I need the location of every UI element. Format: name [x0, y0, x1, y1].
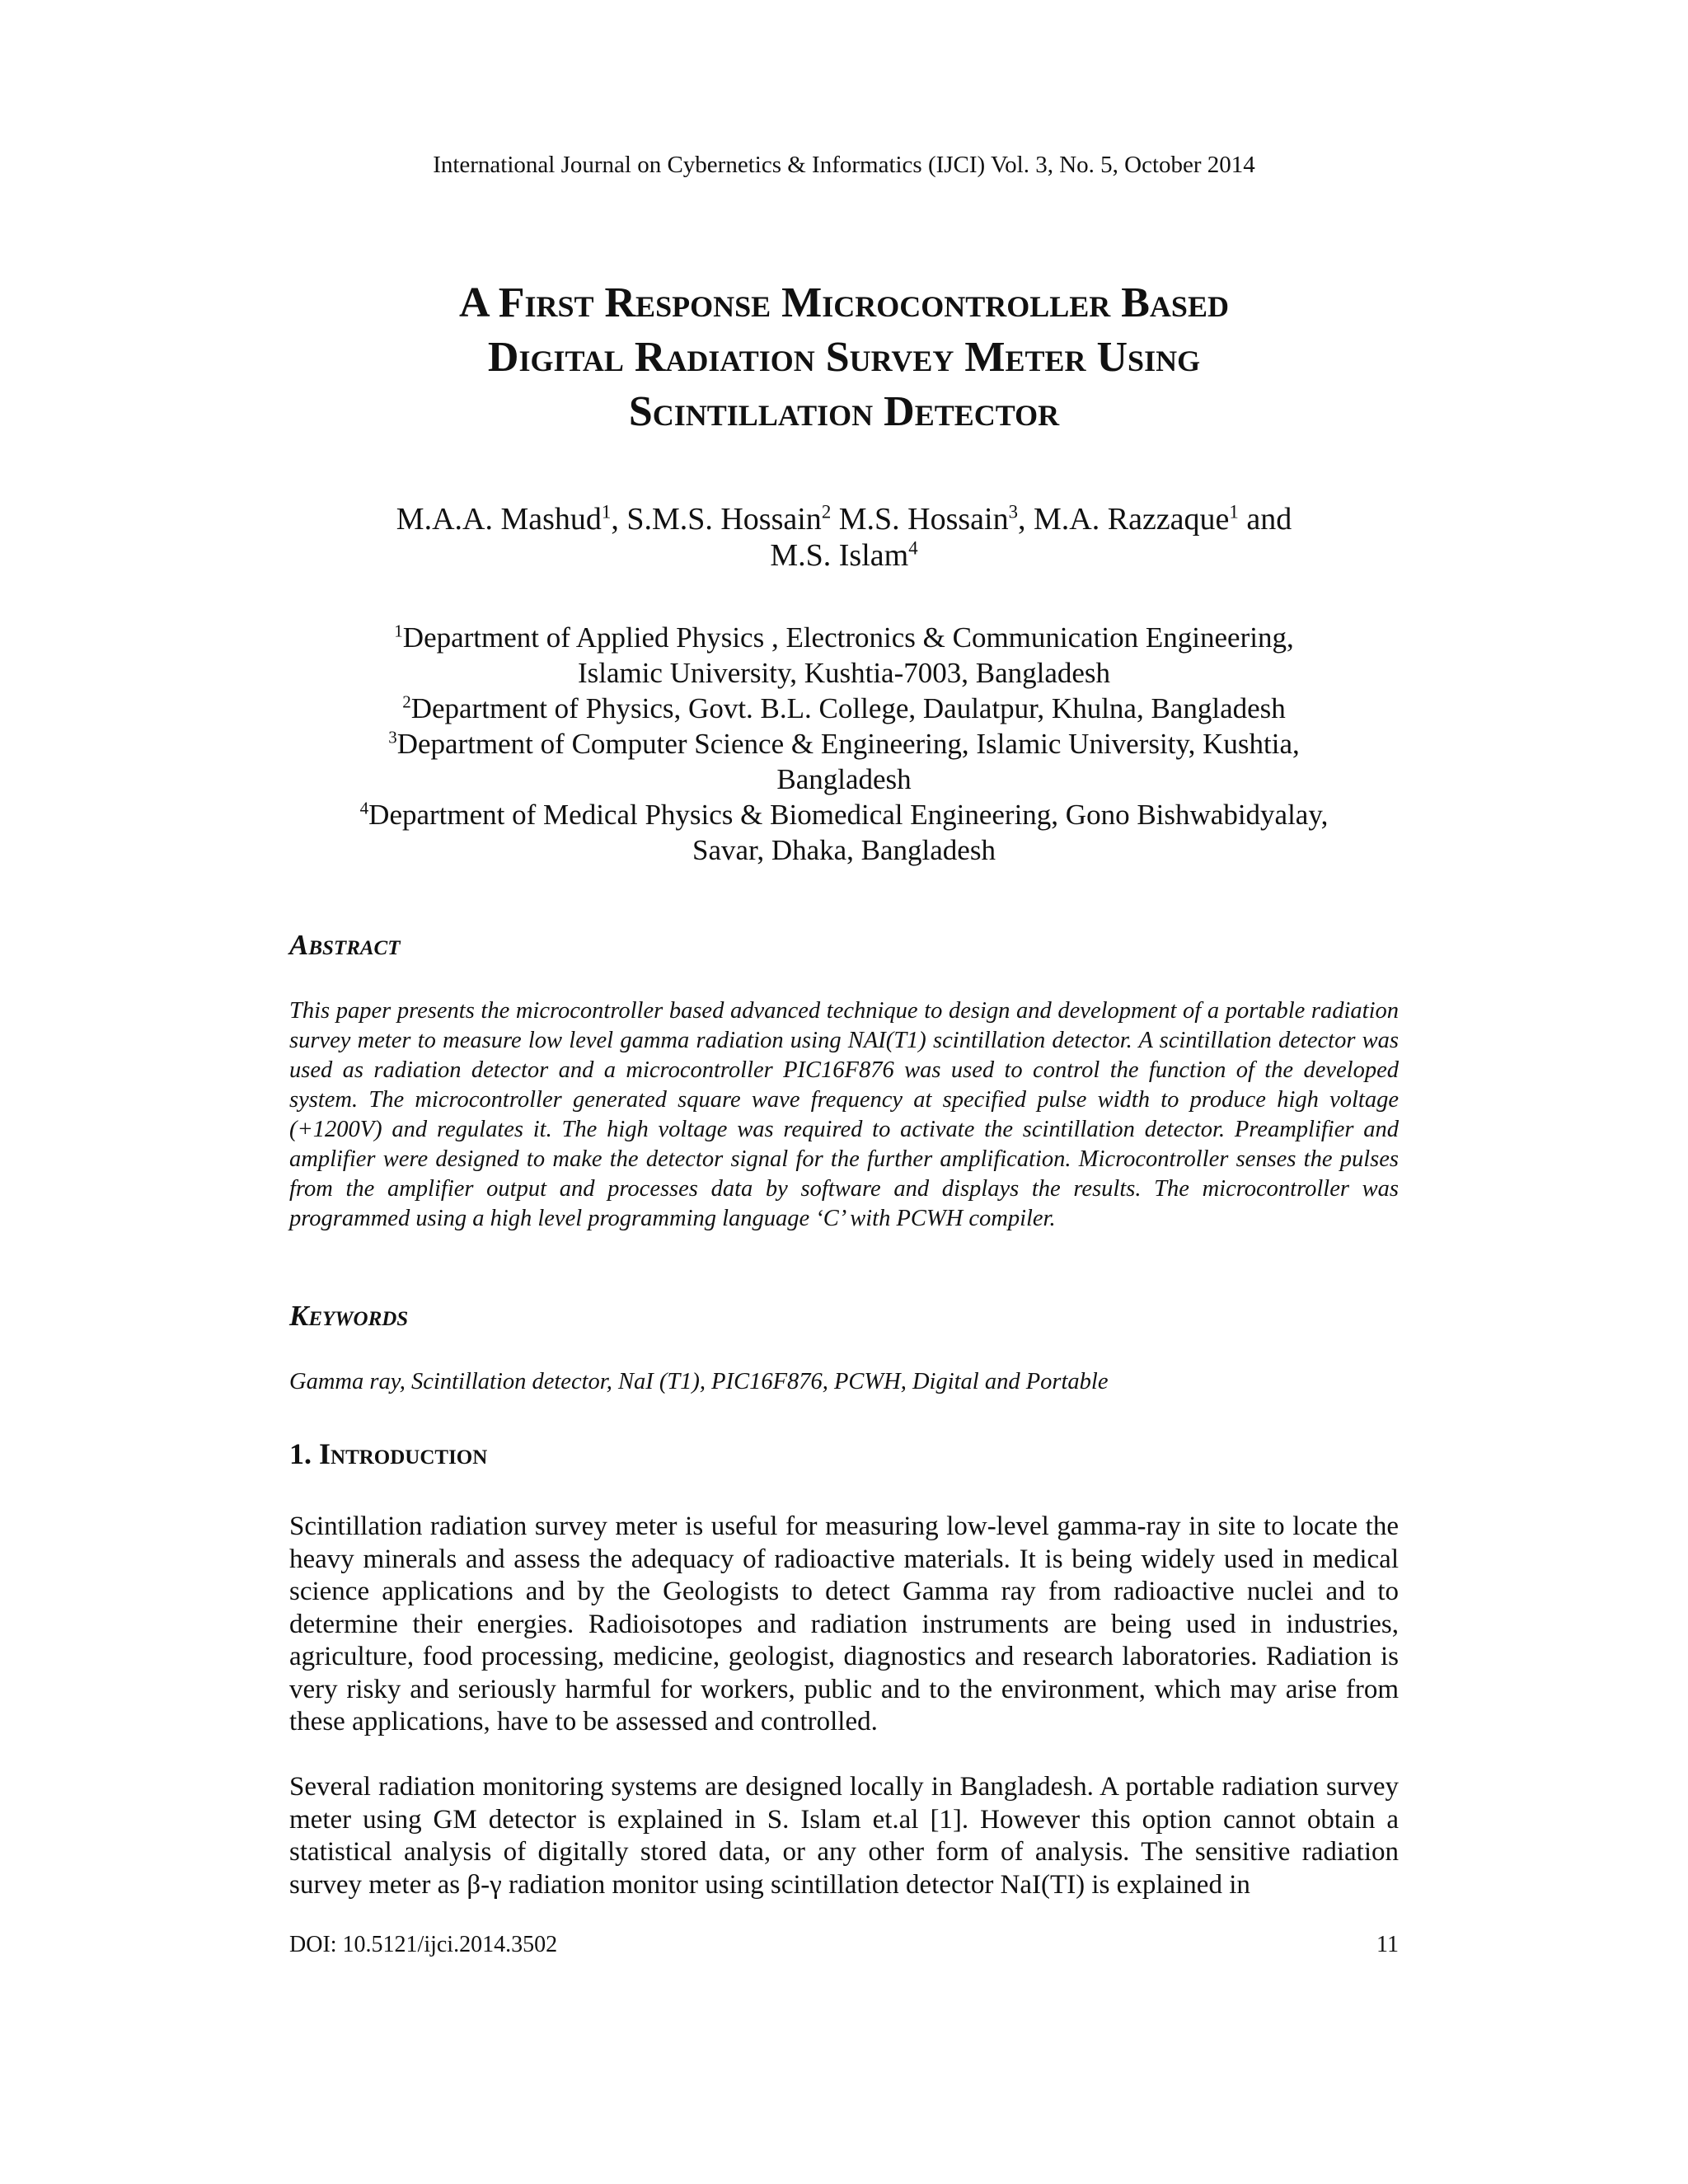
- affiliation-mark: 4: [359, 798, 369, 818]
- affiliation-line: [0, 726, 1688, 762]
- running-header: International Journal on Cybernetics & Informatics (IJCI) Vol. 3, No. 5, October 2014: [433, 152, 1255, 178]
- author-list: [0, 501, 1688, 574]
- author-separator: ,: [611, 502, 627, 537]
- author-name: M.S. Islam: [770, 538, 909, 573]
- author-line: [0, 537, 1688, 574]
- affiliation-mark: 3: [388, 727, 397, 748]
- author-affiliation-mark: 1: [1229, 501, 1239, 523]
- author-affiliation-mark: 2: [821, 501, 832, 523]
- affiliation-text: Department of Applied Physics , Electronics & Communication Engineering,: [402, 621, 1294, 654]
- title-line: Scintillation Detector: [628, 388, 1060, 435]
- title-line: Digital Radiation Survey Meter Using: [487, 334, 1201, 381]
- affiliation-line: [0, 620, 1688, 655]
- abstract-text: This paper presents the microcontroller based advanced technique to design and development of a portable radiation survey meter to measure low level gamma radiation using NAI(T1) scintillation detector. A scintillation detector was used as radiation detector and a microcontroller PIC16F876 was used to control the function of the developed system. The microcontroller generated square wave frequency at specified pulse width to produce high voltage (+1200V) and regulates it. The high voltage was required to activate the scintillation detector. Preamplifier and amplifier were designed to make the detector signal for the further amplification. Microcontroller senses the pulses from the amplifier output and processes data by software and displays the results. The microcontroller was programmed using a high level programming language ‘C’ with PCWH compiler.: [289, 998, 1399, 1231]
- paper-title: [0, 276, 1688, 439]
- author-name: S.M.S. Hossain: [626, 502, 822, 537]
- affiliation-line: [0, 691, 1688, 726]
- affiliation-text: Department of Medical Physics & Biomedical Engineering, Gono Bishwabidyalay,: [368, 799, 1329, 831]
- affiliation-mark: 1: [394, 621, 403, 641]
- author-affiliation-mark: 4: [908, 537, 918, 559]
- affiliation-line: Savar, Dhaka, Bangladesh: [692, 834, 996, 866]
- keywords-text: Gamma ray, Scintillation detector, NaI (T1), PIC16F876, PCWH, Digital and Portable: [289, 1369, 1109, 1394]
- author-name: M.S. Hossain: [831, 502, 1009, 537]
- author-separator: ,: [1018, 502, 1034, 537]
- affiliation-line: Islamic University, Kushtia-7003, Bangladesh: [577, 657, 1111, 689]
- affiliation-mark: 2: [402, 691, 411, 712]
- author-name: M.A. Razzaque: [1034, 502, 1230, 537]
- introduction-paragraph: Scintillation radiation survey meter is useful for measuring low-level gamma-ray in site to locate the heavy minerals and assess the adequacy of radioactive materials. It is being widely used in medical science applications and by the Geologists to detect Gamma ray from radioactive nuclei and to determine their energies. Radioisotopes and radiation instruments are being used in industries, agriculture, food processing, medicine, geologist, diagnostics and research laboratories. Radiation is very risky and seriously harmful for workers, public and to the environment, which may arise from these applications, have to be assessed and controlled.: [289, 1511, 1399, 1736]
- author-affiliation-mark: 3: [1008, 501, 1018, 523]
- author-name: M.A.A. Mashud: [396, 502, 602, 537]
- doi-footer: DOI: 10.5121/ijci.2014.3502: [289, 1932, 558, 1957]
- affiliation-line: [0, 797, 1688, 832]
- abstract-heading: Abstract: [289, 929, 401, 961]
- author-affiliation-mark: 1: [601, 501, 612, 523]
- affiliation-line: Bangladesh: [776, 763, 912, 795]
- affiliation-text: Department of Computer Science & Engineering, Islamic University, Kushtia,: [396, 728, 1300, 760]
- affiliation-text: Department of Physics, Govt. B.L. College, Daulatpur, Khulna, Bangladesh: [410, 692, 1286, 724]
- title-line: A First Response Microcontroller Based: [459, 279, 1229, 326]
- introduction-paragraph: Several radiation monitoring systems are designed locally in Bangladesh. A portable radiation survey meter using GM detector is explained in S. Islam et.al [1]. However this option cannot obtain a statistical analysis of digitally stored data, or any other form of analysis. The sensitive radiation survey meter as β-γ radiation monitor using scintillation detector NaI(TI) is explained in: [289, 1772, 1399, 1900]
- introduction-heading: 1. Introduction: [289, 1437, 488, 1470]
- affiliations: [0, 620, 1688, 868]
- keywords-heading: Keywords: [289, 1300, 409, 1332]
- author-line: [0, 501, 1688, 537]
- page-number: 11: [1376, 1932, 1399, 1957]
- author-conjunction: and: [1238, 502, 1292, 537]
